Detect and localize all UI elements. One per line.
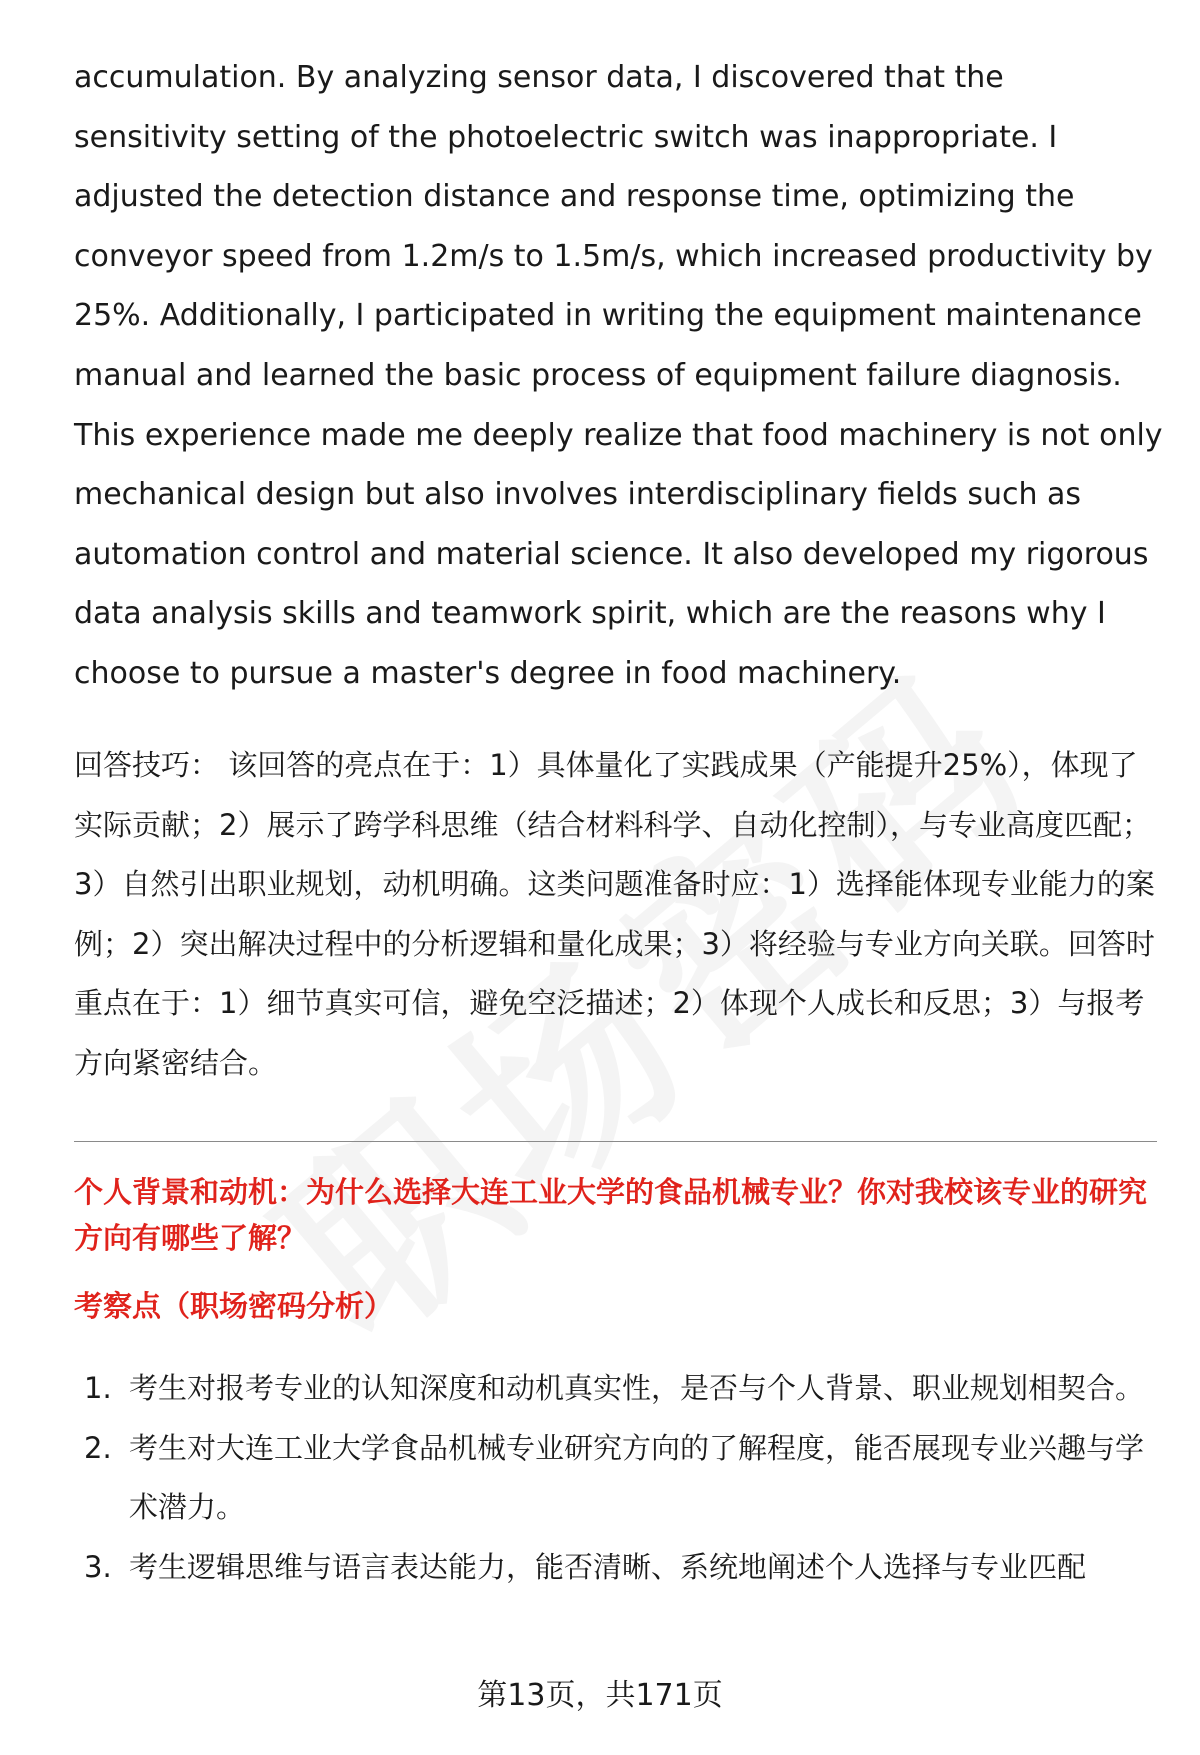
list-item-number: 2. <box>84 1431 112 1465</box>
list-item <box>74 1419 1164 1537</box>
assessment-points-list <box>74 1359 1164 1598</box>
answer-tips-paragraph: 回答技巧： 该回答的亮点在于：1）具体量化了实践成果（产能提升25%），体现了实际贡献；2）展示了跨学科思维（结合材料科学、自动化控制），与专业高度匹配；3）自然引出职业规划，动机明确。这类问题准备时应：1）选择能体现专业能力的案例；2）突出解决过程中的分析逻辑和量化成果；3）将经验与专业方向关联。回答时重点在于：1）细节真实可信，避免空泛描述；2）体现个人成长和反思；3）与报考方向紧密结合。 <box>74 748 1155 1080</box>
assessment-points-heading: 考察点（职场密码分析） <box>74 1289 394 1323</box>
page-footer: 第13页，共171页 <box>477 1678 723 1713</box>
list-item-number: 1. <box>84 1371 112 1405</box>
list-item <box>74 1359 1164 1418</box>
list-item-text: 考生逻辑思维与语言表达能力，能否清晰、系统地阐述个人选择与专业匹配 <box>129 1550 1087 1584</box>
english-answer-paragraph: accumulation. By analyzing sensor data, I discovered that the sensitivity setting of the photoelectric switch was inappropriate. I adjusted the detection distance and response time, optimizing the conveyor speed from 1.2m/s to 1.5m/s, which increased productivity by 25%. Additionally, I participated in writing the equipment maintenance manual and learned the basic process of equipment failure diagnosis. This experience made me deeply realize that food machinery is not only mechanical design but also involves interdisciplinary fields such as automation control and material science. It also developed my rigorous data analysis skills and teamwork spirit, which are the reasons why I choose to pursue a master's degree in food machinery. <box>74 60 1163 691</box>
section-divider <box>74 1141 1157 1142</box>
list-item-text: 考生对大连工业大学食品机械专业研究方向的了解程度，能否展现专业兴趣与学术潜力。 <box>129 1431 1145 1524</box>
list-item <box>74 1538 1164 1597</box>
question-heading: 个人背景和动机：为什么选择大连工业大学的食品机械专业？你对我校该专业的研究方向有哪些了解？ <box>74 1175 1148 1255</box>
list-item-number: 3. <box>84 1550 112 1584</box>
list-item-text: 考生对报考专业的认知深度和动机真实性，是否与个人背景、职业规划相契合。 <box>129 1371 1145 1405</box>
